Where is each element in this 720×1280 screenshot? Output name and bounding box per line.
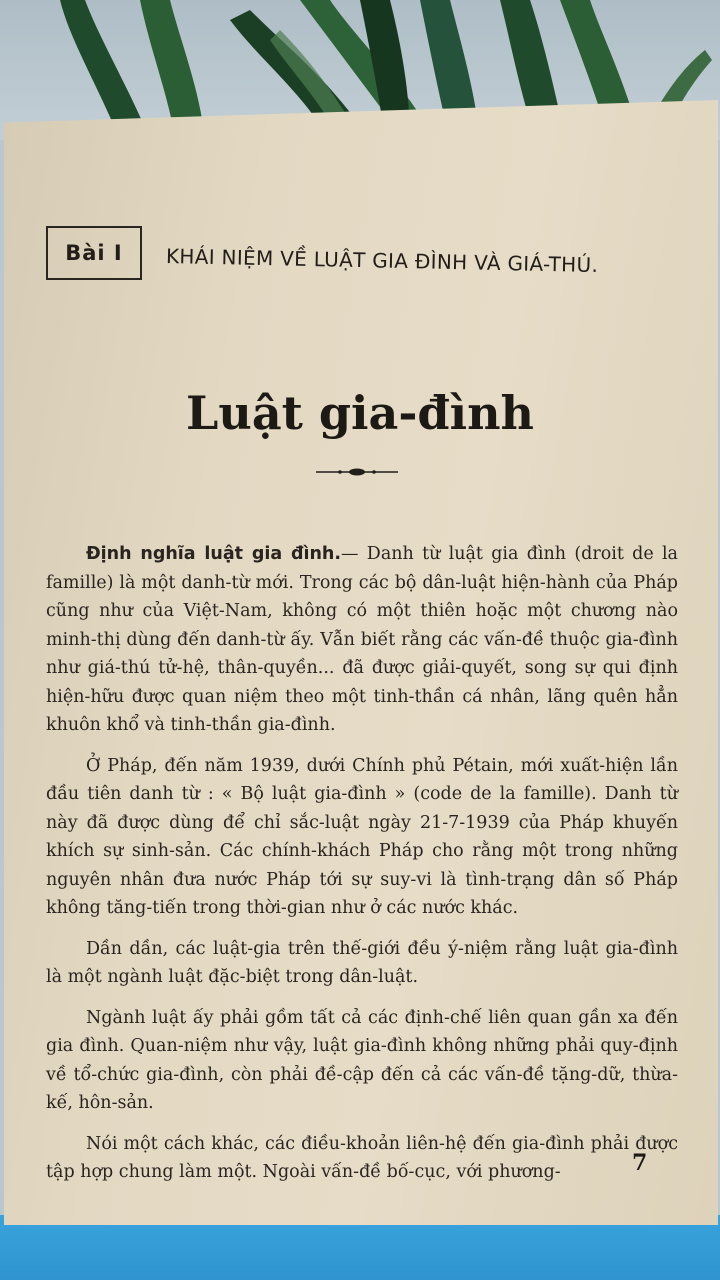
paragraph-text: Ngành luật ấy phải gồm tất cả các định-chế liên quan gần xa đến gia đình. Quan-niệm như vậy, luật gia-đình không những phải quy-định về tổ-chức gia-đình, còn phải đề-cập đến cả các vấn-đề tặng-dữ, thừa-kế, hôn-sản. [46, 1007, 678, 1113]
paragraph-scope [46, 1004, 678, 1118]
body-text [46, 540, 678, 1199]
title-ornament [316, 466, 398, 478]
paragraph-text: Dần dần, các luật-gia trên thế-giới đều ý-niệm rằng luật gia-đình là một ngành luật đặc-biệt trong dân-luật. [46, 938, 678, 987]
lesson-label: Bài I [65, 241, 123, 265]
paragraph-summary [46, 1130, 678, 1187]
paragraph-text: Nói một cách khác, các điều-khoản liên-hệ đến gia-đình phải được tập hợp chung làm một. Ngoài vấn-đề bố-cục, với phương- [46, 1133, 678, 1182]
paragraph-text: Ở Pháp, đến năm 1939, dưới Chính phủ Pétain, mới xuất-hiện lần đầu tiên danh từ : « Bộ luật gia-đình » (code de la famille). Danh từ này đã được dùng để chỉ sắc-luật ngày 21-7-1939 của Pháp khuyến khích sự sinh-sản. Các chính-khách Pháp cho rằng một trong những nguyên nhân đưa nước Pháp tới sự suy-vi là tình-trạng dân số Pháp không tăng-tiến trong thời-gian như ở các nước khác. [46, 755, 678, 918]
paragraph-jurists [46, 935, 678, 992]
paragraph-text: — Danh từ luật gia đình (droit de la famille) là một danh-từ mới. Trong các bộ dân-luật hiện-hành của Pháp cũng như của Việt-Nam, không có một thiên hoặc một chương nào minh-thị dùng đến danh-từ ấy. Vẫn biết rằng các vấn-đề thuộc gia-đình như giá-thú tử-hệ, thân-quyền... đã được giải-quyết, song sự qui định hiện-hữu được quan niệm theo một tinh-thần cá nhân, lãng quên hẳn khuôn khổ và tinh-thần gia-đình. [46, 544, 678, 735]
paragraph-definition [46, 540, 678, 740]
page-number: 7 [632, 1150, 648, 1176]
chapter-title: Luật gia-đình [186, 386, 534, 440]
paragraph-france [46, 752, 678, 923]
lesson-label-box [46, 226, 142, 280]
lesson-title: KHÁI NIỆM VỀ LUẬT GIA ĐÌNH VÀ GIÁ-THÚ. [165, 244, 599, 278]
paragraph-lead: Định nghĩa luật gia đình. [86, 544, 342, 564]
